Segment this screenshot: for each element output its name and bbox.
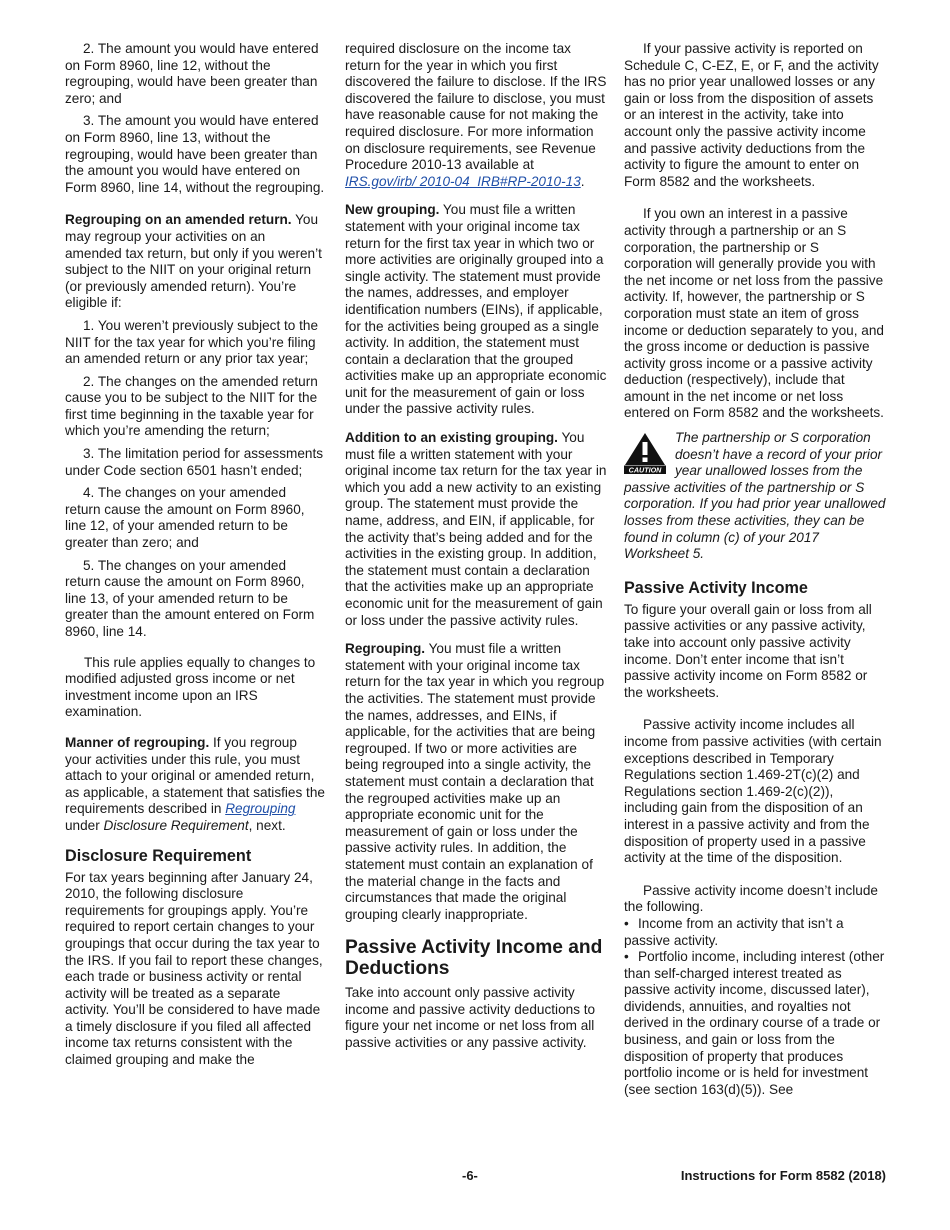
run-in-heading: Regrouping on an amended return. — [65, 212, 292, 228]
section-heading-passive-activity-income: Passive Activity Income — [624, 578, 808, 597]
caution-label: CAUTION — [628, 465, 662, 475]
run-in-heading: Manner of regrouping. — [65, 734, 210, 750]
column-1 — [65, 41, 325, 1079]
run-in-heading: Addition to an existing grouping. — [345, 430, 558, 446]
paragraph-addition-existing-grouping: Addition to an existing grouping. You must file a written statement with your original income tax return for the tax year in which you add a new activity to an existing group. The statement must provide the name, address, and EIN, if applicable, for the activity that’s being added and for the activities in the existing group. In addition, the statement must contain a declaration that the activities make up an appropriate economic unit for the measurement of gain or loss under the passive activity rules. — [345, 430, 607, 628]
paragraph: To figure your overall gain or loss from all passive activities or any passive activity, take into account only passive activity income. Don’t enter income that isn’t passive activity income on Form 8582 or the worksheets. — [624, 601, 872, 700]
bullet-icon: • — [624, 949, 629, 965]
list-item: 3. The amount you would have entered on Form 8960, line 13, without the regrouping, would have been greater than the amount you would have entered on Form 8960, line 14, without the regrouping. — [65, 113, 325, 195]
run-in-heading: New grouping. — [345, 202, 440, 218]
bullet-icon: • — [624, 915, 629, 931]
paragraph: Passive activity income doesn’t include the following. — [624, 882, 878, 915]
paragraph: If your passive activity is reported on Schedule C, C-EZ, E, or F, and the activity has no prior year unallowed losses or any gain or loss from the disposition of assets or an interest in the activity, take into account only the passive activity income and passive activity deductions from the activity to figure the amount to enter on Form 8582 and the worksheets. — [624, 41, 879, 189]
list-item: 1. You weren’t previously subject to the NIIT for the tax year for which you’re filing an amended return or any prior tax year; — [65, 317, 319, 367]
caution-note — [624, 430, 886, 563]
list-item: 4. The changes on your amended return cause the amount on Form 8960, line 12, of your amended return to be greater than zero; and — [65, 485, 305, 551]
caution-text: The partnership or S corporation doesn’t have a record of your prior year unallowed losses from the passive activities of the partnership or S corporation. If you had prior year unallowed losses from these activities, they can be found in column (c) of your 2017 Worksheet 5. — [624, 430, 886, 562]
paragraph: If you own an interest in a passive activity through a partnership or an S corporation, the partnership or S corporation will generally provide you with the net income or net loss from the passive activity. If, however, the partnership or S corporation must state an item of gross income or deduction separately to you, and the gross income or deduction is passive activity gross income or a passive activity deduction (respectively), include that amount in the net income or net loss entered on Form 8582 and the worksheets. — [624, 206, 884, 421]
paragraph-manner-of-regrouping: Manner of regrouping. If you regroup your activities under this rule, you must attach to your original or amended return, as applicable, a statement that satisfies the requirements described in Regrouping under Disclosure Requirement, next. — [65, 734, 325, 833]
list-item: 2. The amount you would have entered on Form 8960, line 12, without the regrouping, would have been greater than zero; and — [65, 41, 319, 106]
paragraph-regrouping: Regrouping. You must file a written statement with your original income tax return for the tax year in which you regroup the activities. The statement must provide the names, addresses, and EINs, if applicable, for the activities that are being regrouped. If two or more activities are being regrouped into a single activity, the statement must contain a declaration that the regrouped activities make up an appropriate economic unit for the measurement of gain or loss under the passive activity rules. In addition, the statement must contain an explanation of the material change in the facts and circumstances that made the original grouping clearly inappropriate. — [345, 641, 605, 922]
paragraph-new-grouping: New grouping. You must file a written statement with your original income tax return for the first tax year in which two or more activities are originally grouped into a single activity. The statement must provide the names, addresses, and employer identification numbers (EINs), if applicable, for the activities being grouped as a single activity. In addition, the statement must contain a declaration that the grouped activities make up an appropriate economic unit for the measurement of gain or loss under the passive activity rules. — [345, 202, 607, 417]
page-number: -6- — [462, 1168, 478, 1183]
caution-icon — [624, 432, 666, 474]
paragraph: required disclosure on the income tax return for the year in which you first discovered the failure to disclose. If the IRS discovered the failure to disclose, you must have reasonable cause for not making the required disclosure. For more information on disclosure requirements, see Revenue Procedure 2010-13 available at IRS.gov/irb/ 2010-04_IRB#RP-2010-13. — [345, 41, 607, 189]
list-item: 2. The changes on the amended return cause you to be subject to the NIIT for the first time beginning in the taxable year for which you’re amending the return; — [65, 373, 318, 439]
list-item: 5. The changes on your amended return cause the amount on Form 8960, line 13, of your amended return to be greater than the amount entered on Form 8960, line 14. — [65, 557, 315, 639]
bullet-item: • Portfolio income, including interest (other than self-charged interest treated as passive activity income, discussed later), dividends, annuities, and royalties not derived in the ordinary course of a trade or business, and gain or loss from the disposition of property that produces portfolio income or is held for investment (see section 163(d)(5)). See — [624, 949, 885, 1097]
regrouping-link[interactable]: Regrouping — [225, 801, 296, 817]
section-heading-passive-income-deductions: Passive Activity Income and Deductions — [345, 937, 603, 980]
irs-rp-2010-13-link[interactable]: IRS.gov/irb/ 2010-04_IRB#RP-2010-13 — [345, 173, 581, 189]
footer-title: Instructions for Form 8582 (2018) — [680, 1168, 886, 1183]
bullet-item: • Income from an activity that isn’t a passive activity. — [624, 915, 844, 948]
column-3 — [624, 41, 886, 1098]
column-2 — [345, 41, 607, 1062]
paragraph-amended-return: Regrouping on an amended return. You may regroup your activities on an amended tax return, but only if you weren’t subject to the NIIT on your original return (or previously amended return). You’re eligible if: — [65, 212, 322, 311]
section-heading-disclosure: Disclosure Requirement — [65, 846, 252, 865]
paragraph: Passive activity income includes all income from passive activities (with certain exceptions described in Temporary Regulations section 1.469-2T(c)(2) and Regulations section 1.469-2(c)(2)), including gain from the disposition of an interest in a passive activity and from the disposition of property used in a passive activity at the time of the disposition. — [624, 717, 882, 866]
paragraph: This rule applies equally to changes to modified adjusted gross income or net investment income upon an IRS examination. — [65, 654, 316, 720]
paragraph: Take into account only passive activity income and passive activity deductions to figure your net income or net loss from all passive activities or any passive activity. — [345, 985, 596, 1051]
paragraph: For tax years beginning after January 24, 2010, the following disclosure requirements for groupings apply. You’re required to report certain changes to your groupings that occur during the tax year to the IRS. If you fail to report these changes, each trade or business activity or rental activity will be treated as a separate activity. You’ll be considered to have made a timely disclosure if you filed all affected income tax returns consistent with the claimed grouping and make the — [65, 869, 323, 1068]
run-in-heading: Regrouping. — [345, 641, 426, 657]
list-item: 3. The limitation period for assessments under Code section 6501 hasn’t ended; — [65, 446, 324, 478]
